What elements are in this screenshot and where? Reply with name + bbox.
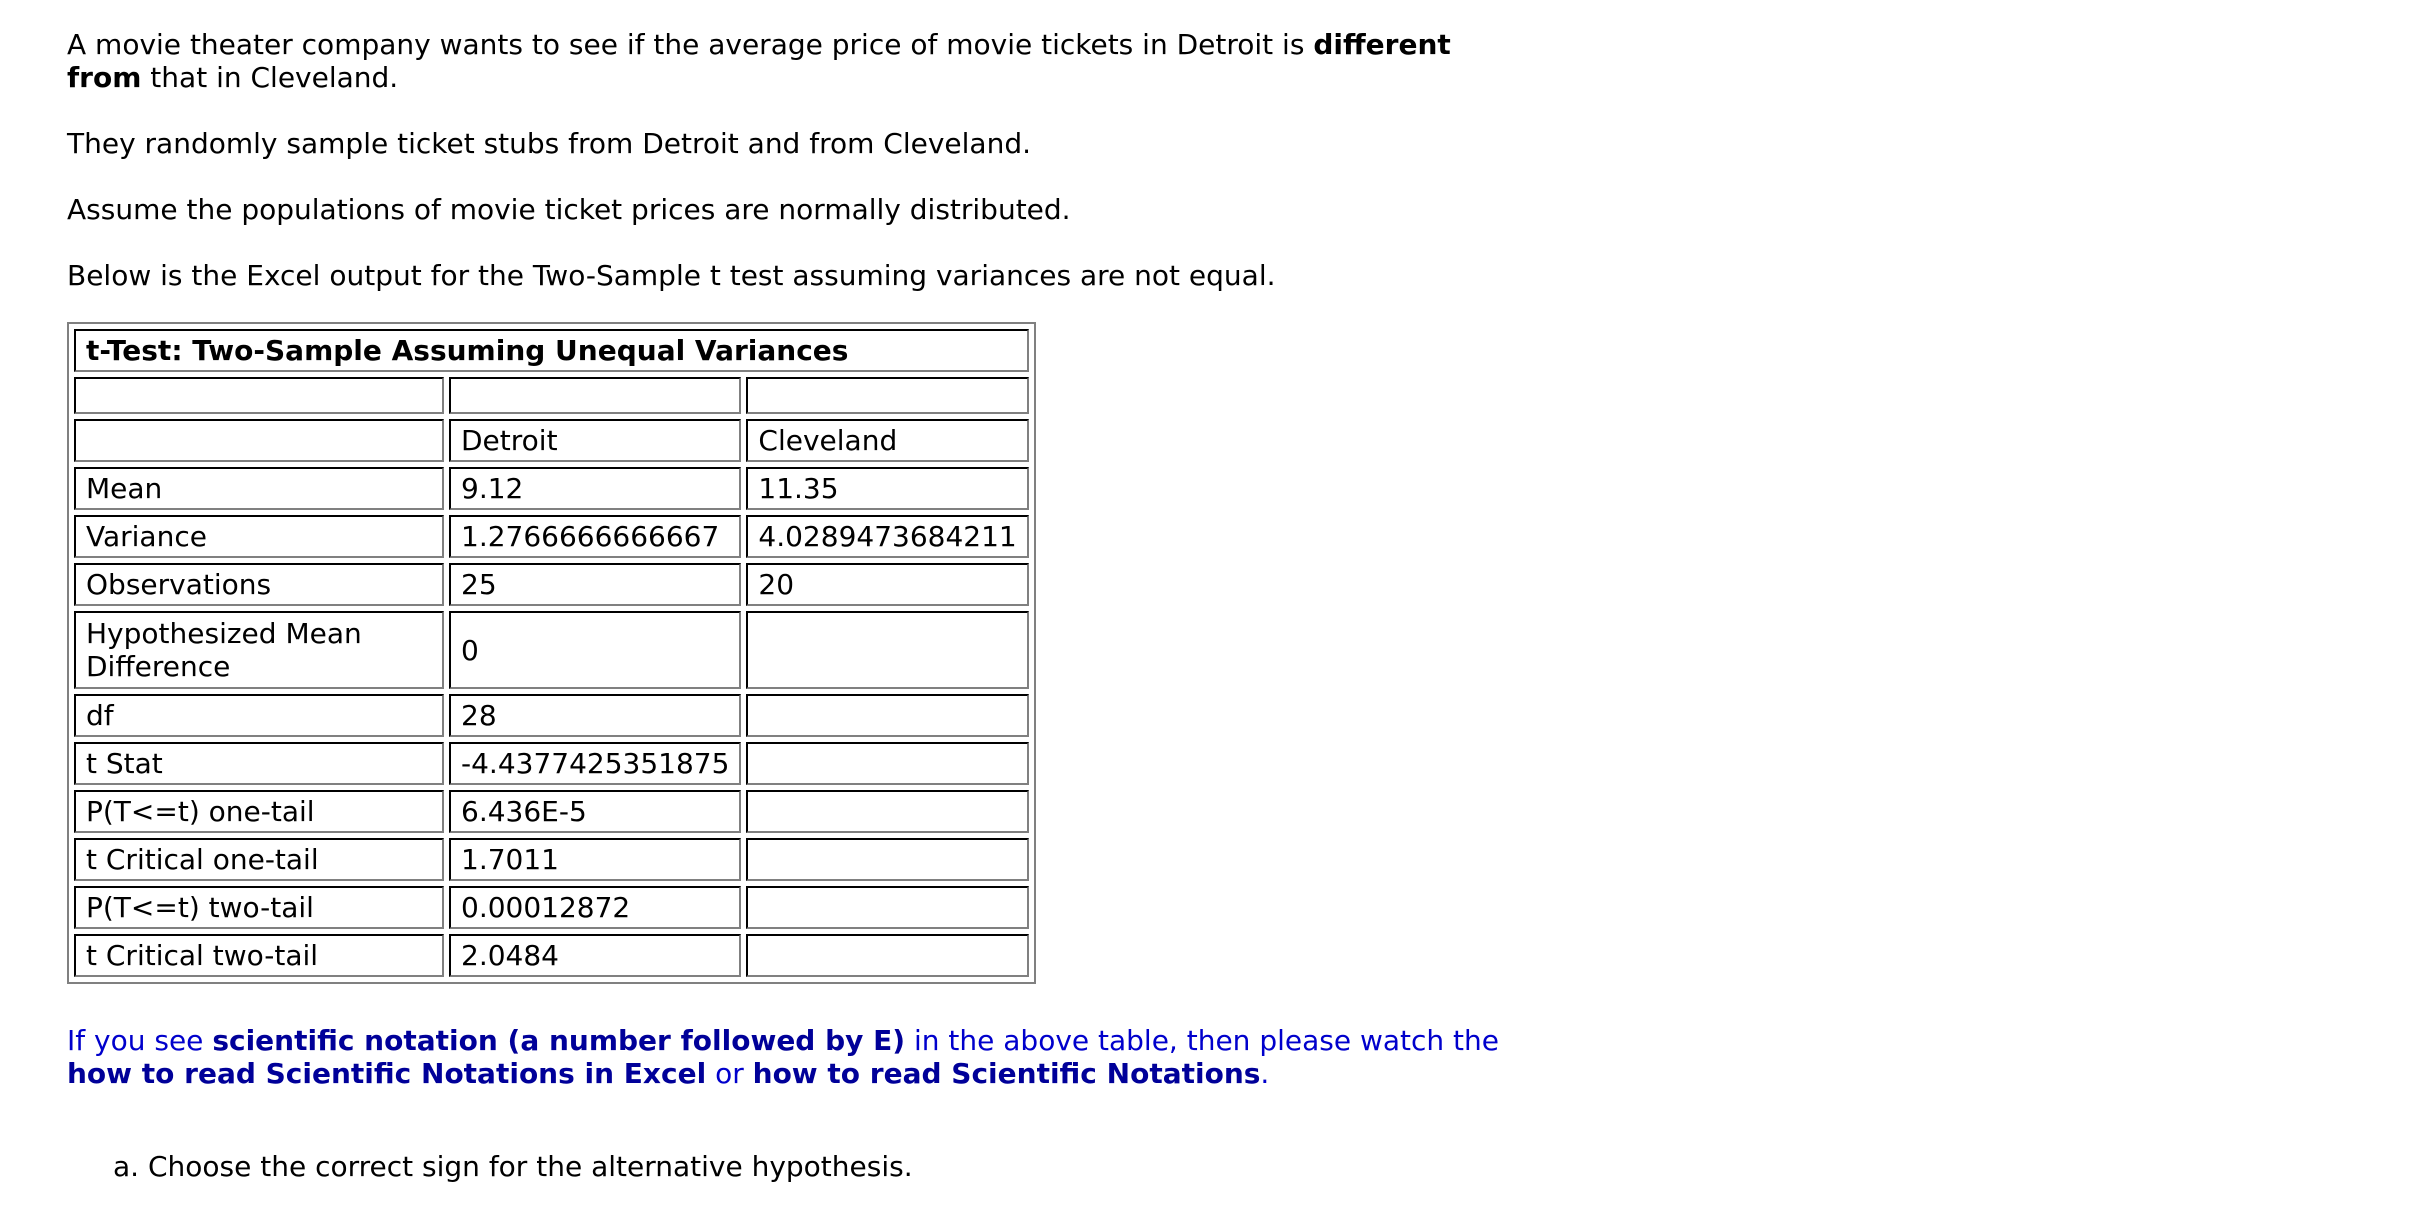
table-title-row — [74, 329, 1029, 372]
detroit-value: 28 — [449, 694, 741, 737]
table-title: t-Test: Two-Sample Assuming Unequal Variances — [74, 329, 1029, 372]
intro-paragraph-2: They randomly sample ticket stubs from Detroit and from Cleveland. — [67, 127, 1032, 160]
table-row — [74, 790, 1029, 833]
cleveland-value — [746, 838, 1028, 881]
row-label: t Critical two-tail — [74, 934, 444, 977]
table-row — [74, 467, 1029, 510]
ttest-output-table — [67, 322, 1036, 984]
cleveland-value: 20 — [746, 563, 1028, 606]
detroit-value: 0.00012872 — [449, 886, 741, 929]
table-header-cell — [74, 419, 444, 462]
row-label: df — [74, 694, 444, 737]
cleveland-value: 11.35 — [746, 467, 1028, 510]
question-a: a. Choose the correct sign for the alternative hypothesis. — [113, 1150, 913, 1183]
excel-notation-video-link[interactable]: how to read Scientific Notations in Excel — [67, 1057, 707, 1090]
note-text: If you see — [67, 1024, 213, 1057]
row-label: P(T<=t) two-tail — [74, 886, 444, 929]
row-label: Hypothesized Mean Difference — [74, 611, 444, 689]
scientific-notation-note — [67, 1024, 1507, 1090]
detroit-value: 1.7011 — [449, 838, 741, 881]
cleveland-value — [746, 694, 1028, 737]
row-label: Observations — [74, 563, 444, 606]
table-row — [74, 934, 1029, 977]
note-text: in the above table, then please watch the — [905, 1024, 1500, 1057]
detroit-value: 2.0484 — [449, 934, 741, 977]
table-header-row — [74, 419, 1029, 462]
notation-video-link[interactable]: how to read Scientific Notations — [752, 1057, 1261, 1090]
detroit-value: 0 — [449, 611, 741, 689]
intro-paragraph-3: Assume the populations of movie ticket prices are normally distributed. — [67, 193, 1071, 226]
intro-paragraph-4: Below is the Excel output for the Two-Sample t test assuming variances are not equal. — [67, 259, 1276, 292]
table-row — [74, 515, 1029, 558]
detroit-value: 6.436E-5 — [449, 790, 741, 833]
table-row — [74, 838, 1029, 881]
row-label: t Stat — [74, 742, 444, 785]
cleveland-value — [746, 611, 1028, 689]
problem-content — [67, 28, 1527, 1183]
cleveland-value — [746, 742, 1028, 785]
cleveland-value: 4.0289473684211 — [746, 515, 1028, 558]
table-row — [74, 694, 1029, 737]
table-row-empty — [74, 377, 1029, 414]
table-row — [74, 886, 1029, 929]
intro-emphasis: different from — [67, 28, 1451, 94]
note-emphasis: scientific notation (a number followed by E) — [212, 1024, 906, 1057]
cleveland-value — [746, 790, 1028, 833]
intro-text: A movie theater company wants to see if the average price of movie tickets in Detroit is — [67, 28, 1314, 61]
table-row — [74, 611, 1029, 689]
note-text: . — [1260, 1057, 1270, 1090]
intro-paragraph-1 — [67, 28, 1527, 94]
detroit-value: 9.12 — [449, 467, 741, 510]
row-label: t Critical one-tail — [74, 838, 444, 881]
note-text: or — [706, 1057, 753, 1090]
table-row — [74, 742, 1029, 785]
detroit-value: -4.4377425351875 — [449, 742, 741, 785]
cleveland-value — [746, 934, 1028, 977]
table-cell — [74, 377, 444, 414]
row-label: P(T<=t) one-tail — [74, 790, 444, 833]
row-label: Mean — [74, 467, 444, 510]
table-row — [74, 563, 1029, 606]
table-cell — [449, 377, 741, 414]
table-cell — [746, 377, 1028, 414]
table-header-detroit: Detroit — [449, 419, 741, 462]
intro-text-end: that in Cleveland. — [141, 61, 399, 94]
cleveland-value — [746, 886, 1028, 929]
detroit-value: 1.2766666666667 — [449, 515, 741, 558]
table-header-cleveland: Cleveland — [746, 419, 1028, 462]
detroit-value: 25 — [449, 563, 741, 606]
row-label: Variance — [74, 515, 444, 558]
